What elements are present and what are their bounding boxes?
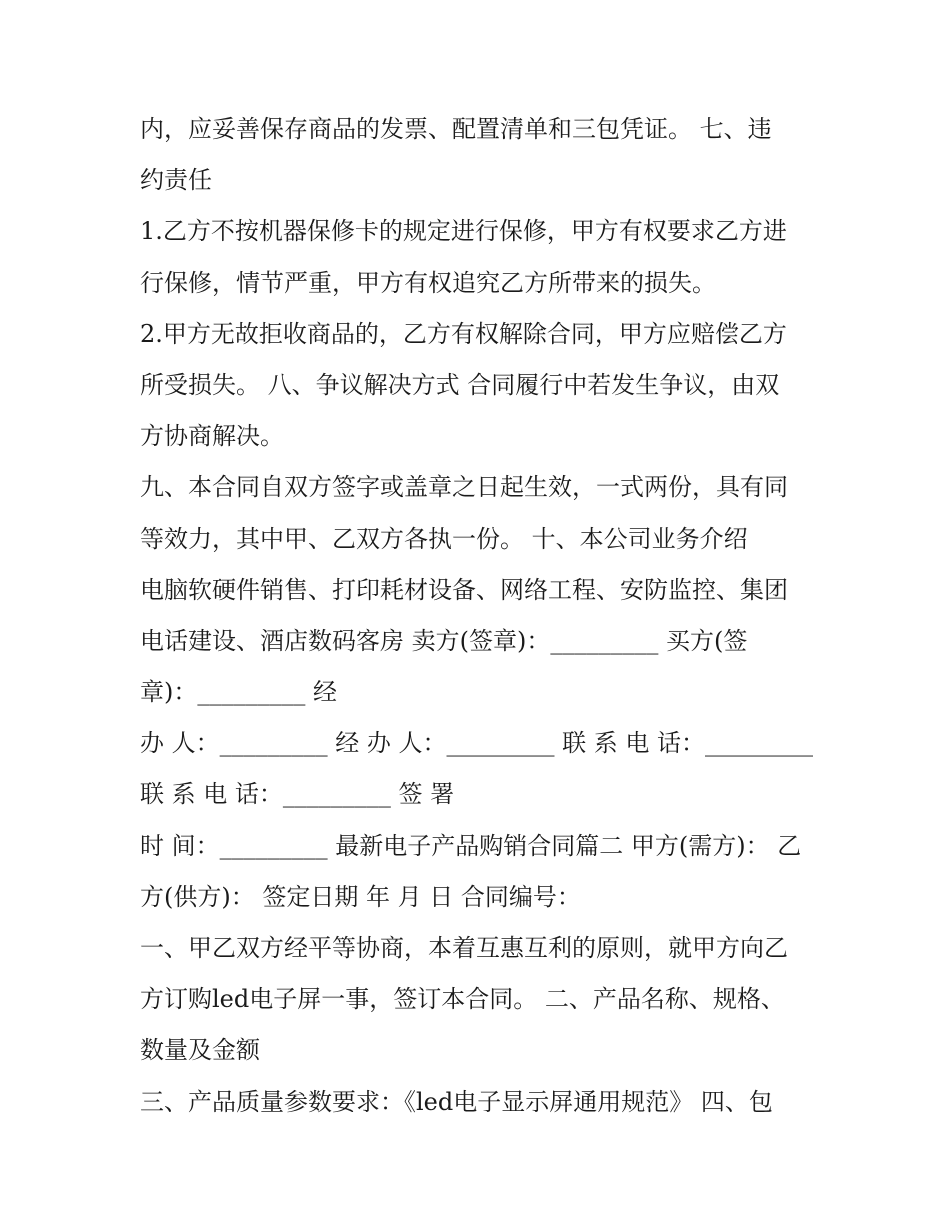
text-line: 方(供方)： 签定日期 年 月 日 合同编号： [140, 882, 581, 911]
text-line: 数量及金额 [140, 1036, 260, 1065]
text-line: 章)：_________ 经 [140, 678, 337, 707]
text-line: 等效力，其中甲、乙双方各执一份。 十、本公司业务介绍 [140, 524, 748, 553]
text-line: 联 系 电 话：_________ 签 署 [140, 780, 455, 809]
text-line: 一、甲乙双方经平等协商，本着互惠互利的原则，就甲方向乙 [140, 934, 788, 962]
text-line: 约责任 [140, 166, 212, 195]
text-line: 1.乙方不按机器保修卡的规定进行保修，甲方有权要求乙方进 [140, 217, 787, 246]
text-line: 电话建设、酒店数码客房 卖方(签章)：_________ 买方(签 [140, 626, 748, 655]
text-line: 方协商解决。 [140, 422, 284, 451]
text-line: 行保修，情节严重，甲方有权追究乙方所带来的损失。 [140, 268, 716, 297]
text-line: 九、本合同自双方签字或盖章之日起生效，一式两份，具有同 [140, 473, 788, 502]
text-line: 三、产品质量参数要求：《led电子显示屏通用规范》 四、包 [140, 1087, 773, 1116]
text-line: 办 人：_________ 经 办 人：_________ 联 系 电 话：_________ [140, 729, 814, 758]
text-line: 方订购led电子屏一事，签订本合同。 二、产品名称、规格、 [140, 985, 785, 1014]
text-line: 2.甲方无故拒收商品的，乙方有权解除合同，甲方应赔偿乙方 [140, 319, 787, 348]
text-line: 电脑软硬件销售、打印耗材设备、网络工程、安防监控、集团 [140, 575, 788, 604]
document-body [140, 104, 830, 1128]
text-line: 内，应妥善保存商品的发票、配置清单和三包凭证。 七、违 [140, 115, 772, 143]
text-line: 时 间：_________ 最新电子产品购销合同篇二 甲方(需方)： 乙 [140, 831, 802, 860]
text-line: 所受损失。 八、争议解决方式 合同履行中若发生争议，由双 [140, 370, 780, 399]
